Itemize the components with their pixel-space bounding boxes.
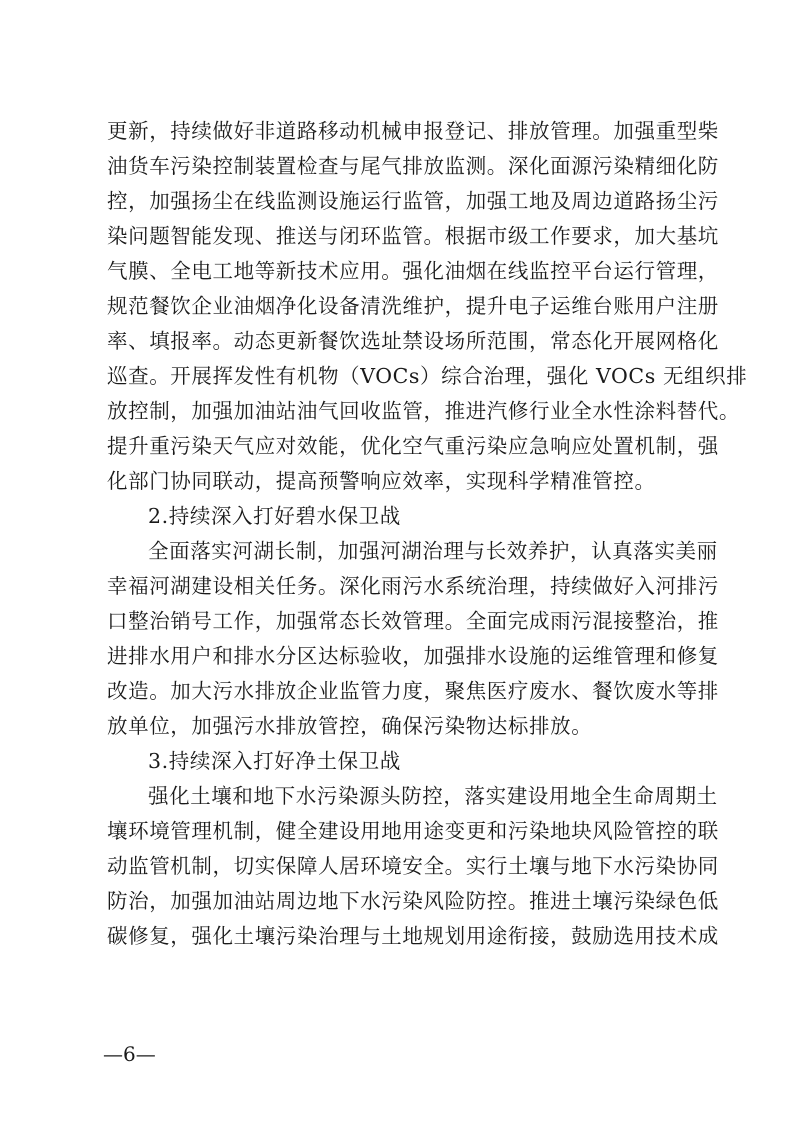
paragraph-line: 幸福河湖建设相关任务。深化雨污水系统治理，持续做好入河排污	[107, 574, 719, 598]
paragraph-line: 染问题智能发现、推送与闭环监管。根据市级工作要求，加大基坑	[107, 224, 719, 248]
paragraph-line: 放单位，加强污水排放管控，确保污染物达标排放。	[107, 714, 593, 738]
section-heading: 3.持续深入打好净土保卫战	[148, 749, 401, 773]
paragraph-line: 口整治销号工作，加强常态长效管理。全面完成雨污混接整治，推	[107, 609, 719, 633]
paragraph-line: 控，加强扬尘在线监测设施运行监管，加强工地及周边道路扬尘污	[107, 189, 719, 213]
paragraph-line: 改造。加大污水排放企业监管力度，聚焦医疗废水、餐饮废水等排	[107, 679, 719, 703]
paragraph-line: 防治，加强加油站周边地下水污染风险防控。推进土壤污染绿色低	[107, 889, 719, 913]
paragraph-line: 全面落实河湖长制，加强河湖治理与长效养护，认真落实美丽	[148, 539, 718, 563]
page-number: —6—	[103, 1042, 156, 1066]
paragraph-line: 进排水用户和排水分区达标验收，加强排水设施的运维管理和修复	[107, 644, 719, 668]
paragraph-line: 化部门协同联动，提高预警响应效率，实现科学精准管控。	[107, 469, 656, 493]
paragraph-line: 油货车污染控制装置检查与尾气排放监测。深化面源污染精细化防	[107, 154, 719, 178]
paragraph-line: 碳修复，强化土壤污染治理与土地规划用途衔接，鼓励选用技术成	[107, 924, 719, 948]
paragraph-line: 巡查。开展挥发性有机物（VOCs）综合治理，强化 VOCs 无组织排	[107, 364, 748, 388]
paragraph-line: 壤环境管理机制，健全建设用地用途变更和污染地块风险管控的联	[107, 819, 719, 843]
section-heading: 2.持续深入打好碧水保卫战	[148, 504, 401, 528]
paragraph-line: 提升重污染天气应对效能，优化空气重污染应急响应处置机制，强	[107, 434, 719, 458]
paragraph-line: 规范餐饮企业油烟净化设备清洗维护，提升电子运维台账用户注册	[107, 294, 719, 318]
paragraph-line: 放控制，加强加油站油气回收监管，推进汽修行业全水性涂料替代。	[107, 399, 740, 423]
paragraph-line: 气膜、全电工地等新技术应用。强化油烟在线监控平台运行管理，	[107, 259, 719, 283]
paragraph-line: 强化土壤和地下水污染源头防控，落实建设用地全生命周期土	[148, 784, 718, 808]
paragraph-line: 更新，持续做好非道路移动机械申报登记、排放管理。加强重型柴	[107, 119, 719, 143]
paragraph-line: 率、填报率。动态更新餐饮选址禁设场所范围，常态化开展网格化	[107, 329, 719, 353]
paragraph-line: 动监管机制，切实保障人居环境安全。实行土壤与地下水污染协同	[107, 854, 719, 878]
